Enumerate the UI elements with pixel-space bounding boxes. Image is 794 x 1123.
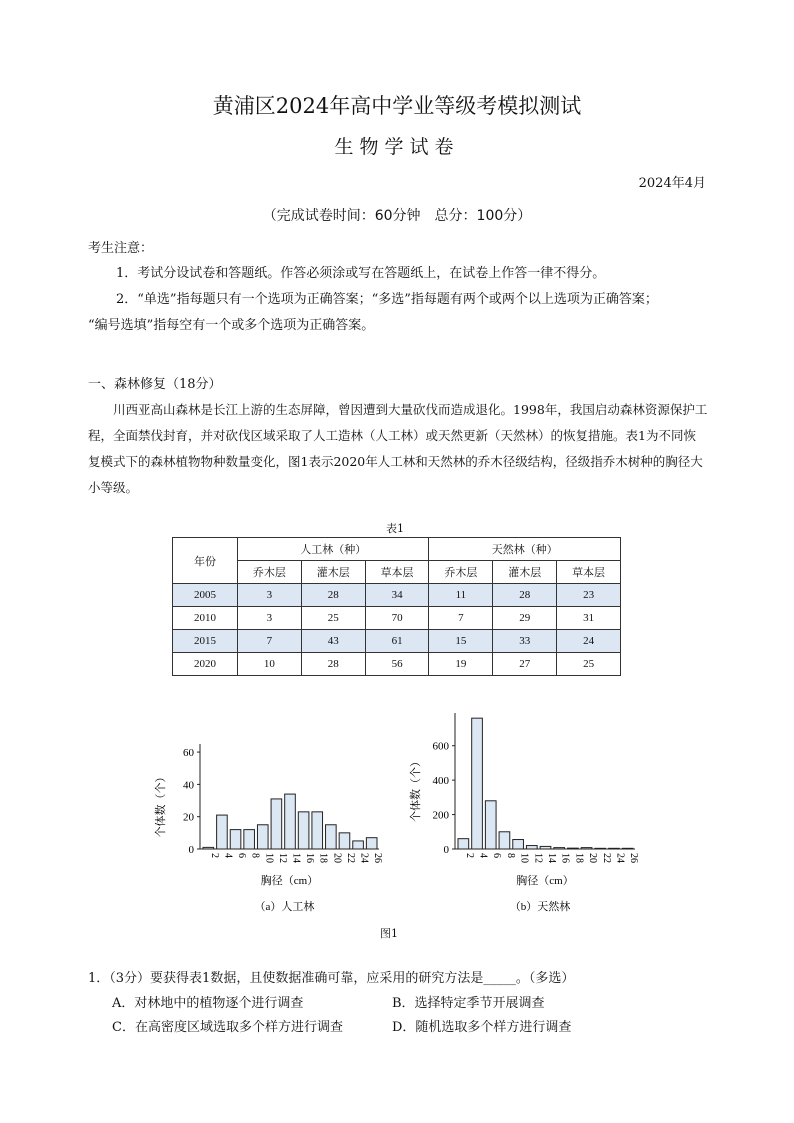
layer-header: 乔木层 [429, 561, 493, 584]
table-cell: 61 [365, 630, 429, 653]
bar [271, 799, 282, 849]
table-cell: 10 [238, 653, 302, 676]
bar [458, 839, 469, 849]
x-tick-label: 26 [628, 853, 640, 863]
x-tick-label: 8 [504, 853, 516, 858]
table-cell: 2015 [173, 630, 238, 653]
bar [499, 832, 510, 849]
notice-item: “编号选填”指每空有一个或多个选项为正确答案。 [88, 318, 375, 333]
x-axis-label: 胸径（cm） [260, 875, 319, 887]
x-tick-label: 20 [331, 853, 343, 863]
notice-heading: 考生注意： [88, 241, 154, 256]
table-cell: 2010 [173, 607, 238, 630]
table-cell: 25 [557, 653, 621, 676]
table-cell: 19 [429, 653, 493, 676]
bar [339, 833, 350, 849]
bar [244, 830, 255, 849]
table-cell: 7 [429, 607, 493, 630]
bar [472, 718, 483, 849]
x-tick-label: 14 [546, 853, 557, 863]
table-cell: 11 [429, 584, 493, 607]
table-caption: 表1 [386, 522, 404, 535]
x-tick-label: 4 [222, 853, 234, 858]
y-tick-label: 600 [432, 740, 449, 753]
x-tick-label: 10 [518, 853, 530, 863]
x-tick-label: 14 [290, 853, 302, 863]
notice-item: 2．“单选”指每题只有一个选项为正确答案；“多选”指每题有两个或两个以上选项为正确答案； [116, 292, 658, 307]
y-tick-label: 20 [183, 811, 194, 824]
bar [526, 846, 537, 849]
table-cell: 27 [493, 653, 557, 676]
x-tick-label: 12 [532, 853, 544, 863]
bar [540, 846, 551, 849]
y-axis-label: 个体数（个） [410, 756, 422, 822]
table-cell: 34 [365, 584, 429, 607]
bar [595, 848, 606, 849]
layer-header: 乔木层 [238, 561, 302, 584]
question-stem: 1．（3分）要获得表1数据，且使数据准确可靠，应采用的研究方法是_____。（多选） [88, 971, 575, 986]
layer-header: 灌木层 [493, 561, 557, 584]
bar [554, 848, 565, 849]
layer-header: 草本层 [365, 561, 429, 584]
x-tick-label: 24 [614, 853, 626, 863]
option-c[interactable]: C．在高密度区域选取多个样方进行调查 [112, 1020, 343, 1035]
bar [485, 801, 496, 849]
x-tick-label: 2 [463, 853, 475, 858]
exam-subtitle: 生物学试卷 [334, 136, 460, 158]
y-tick-label: 400 [432, 775, 449, 788]
option-d[interactable]: D．随机选取多个样方进行调查 [392, 1020, 572, 1035]
table-cell: 2020 [173, 653, 238, 676]
table-cell: 29 [493, 607, 557, 630]
table-cell: 28 [301, 653, 365, 676]
x-tick-label: 22 [600, 853, 612, 863]
y-axis-label: 个体数（个） [155, 771, 167, 838]
y-tick-label: 0 [188, 844, 194, 856]
figure-caption: 图1 [380, 927, 398, 940]
exam-date: 2024年4月 [638, 176, 706, 191]
x-tick-label: 26 [372, 853, 384, 863]
x-tick-label: 12 [276, 853, 288, 863]
bar [217, 815, 228, 849]
table-cell: 33 [493, 630, 557, 653]
group-header: 人工林（种） [238, 538, 429, 561]
x-tick-label: 20 [587, 853, 599, 863]
bar [203, 847, 214, 849]
bar [366, 838, 377, 849]
table-cell: 28 [493, 584, 557, 607]
x-tick-label: 22 [344, 853, 356, 863]
bar [513, 840, 524, 849]
x-tick-label: 16 [304, 853, 316, 863]
x-tick-label: 18 [573, 853, 585, 863]
table-cell: 3 [238, 607, 302, 630]
bar [581, 848, 592, 849]
x-tick-label: 2 [208, 853, 220, 858]
bar [298, 812, 309, 849]
x-tick-label: 10 [263, 853, 275, 863]
y-tick-label: 40 [183, 779, 194, 792]
x-tick-label: 6 [491, 853, 503, 858]
exam-title: 黄浦区2024年高中学业等级考模拟测试 [212, 94, 582, 118]
bar [312, 812, 323, 849]
table-cell: 24 [557, 630, 621, 653]
y-tick-label: 0 [443, 844, 449, 856]
bar [609, 848, 620, 849]
table-cell: 25 [301, 607, 365, 630]
x-axis-label: 胸径（cm） [516, 875, 574, 887]
bar [353, 841, 364, 849]
year-header: 年份 [173, 538, 238, 584]
section-heading: 一、森林修复（18分） [88, 377, 222, 392]
chart-title: （b）天然林 [509, 901, 571, 913]
table-cell: 70 [365, 607, 429, 630]
time-info: （完成试卷时间：60分钟 总分：100分） [262, 208, 532, 224]
bar [230, 830, 241, 849]
table-cell: 43 [301, 630, 365, 653]
x-tick-label: 18 [317, 853, 329, 863]
table-cell: 31 [557, 607, 621, 630]
bar [326, 825, 337, 849]
layer-header: 草本层 [557, 561, 621, 584]
x-tick-label: 16 [559, 853, 571, 863]
chart-title: （a）人工林 [254, 901, 315, 913]
x-tick-label: 8 [249, 853, 261, 858]
x-tick-label: 24 [358, 853, 370, 863]
table-cell: 7 [238, 630, 302, 653]
table-cell: 23 [557, 584, 621, 607]
option-b[interactable]: B．选择特定季节开展调查 [392, 996, 545, 1011]
table-cell: 15 [429, 630, 493, 653]
group-header: 天然林（种） [429, 538, 621, 561]
option-a[interactable]: A．对林地中的植物逐个进行调查 [112, 996, 304, 1011]
y-tick-label: 200 [432, 809, 449, 822]
bar [568, 848, 579, 849]
bar [622, 848, 633, 849]
table-cell: 3 [238, 584, 302, 607]
x-tick-label: 4 [477, 853, 489, 858]
x-tick-label: 6 [236, 853, 248, 858]
section-paragraph: 川西亚高山森林是长江上游的生态屏障，曾因遭到大量砍伐而造成退化。1998年，我国启动森林资源保护工程，全面禁伐封育，并对砍伐区域采取了人工造林（人工林）或天然更新（天然林）的恢复措施。表1为不同恢复模式下的森林植物物种数量变化，图1表示2020年人工林和天然林的乔木径级结构，径级指乔木树种的胸径大小等级。 [88, 402, 708, 495]
table-cell: 56 [365, 653, 429, 676]
y-tick-label: 60 [183, 747, 194, 760]
table-cell: 28 [301, 584, 365, 607]
bar [257, 825, 268, 849]
layer-header: 灌木层 [301, 561, 365, 584]
table-cell: 2005 [173, 584, 238, 607]
notice-item: 1．考试分设试卷和答题纸。作答必须涂或写在答题纸上，在试卷上作答一律不得分。 [116, 266, 606, 281]
bar [285, 794, 296, 849]
